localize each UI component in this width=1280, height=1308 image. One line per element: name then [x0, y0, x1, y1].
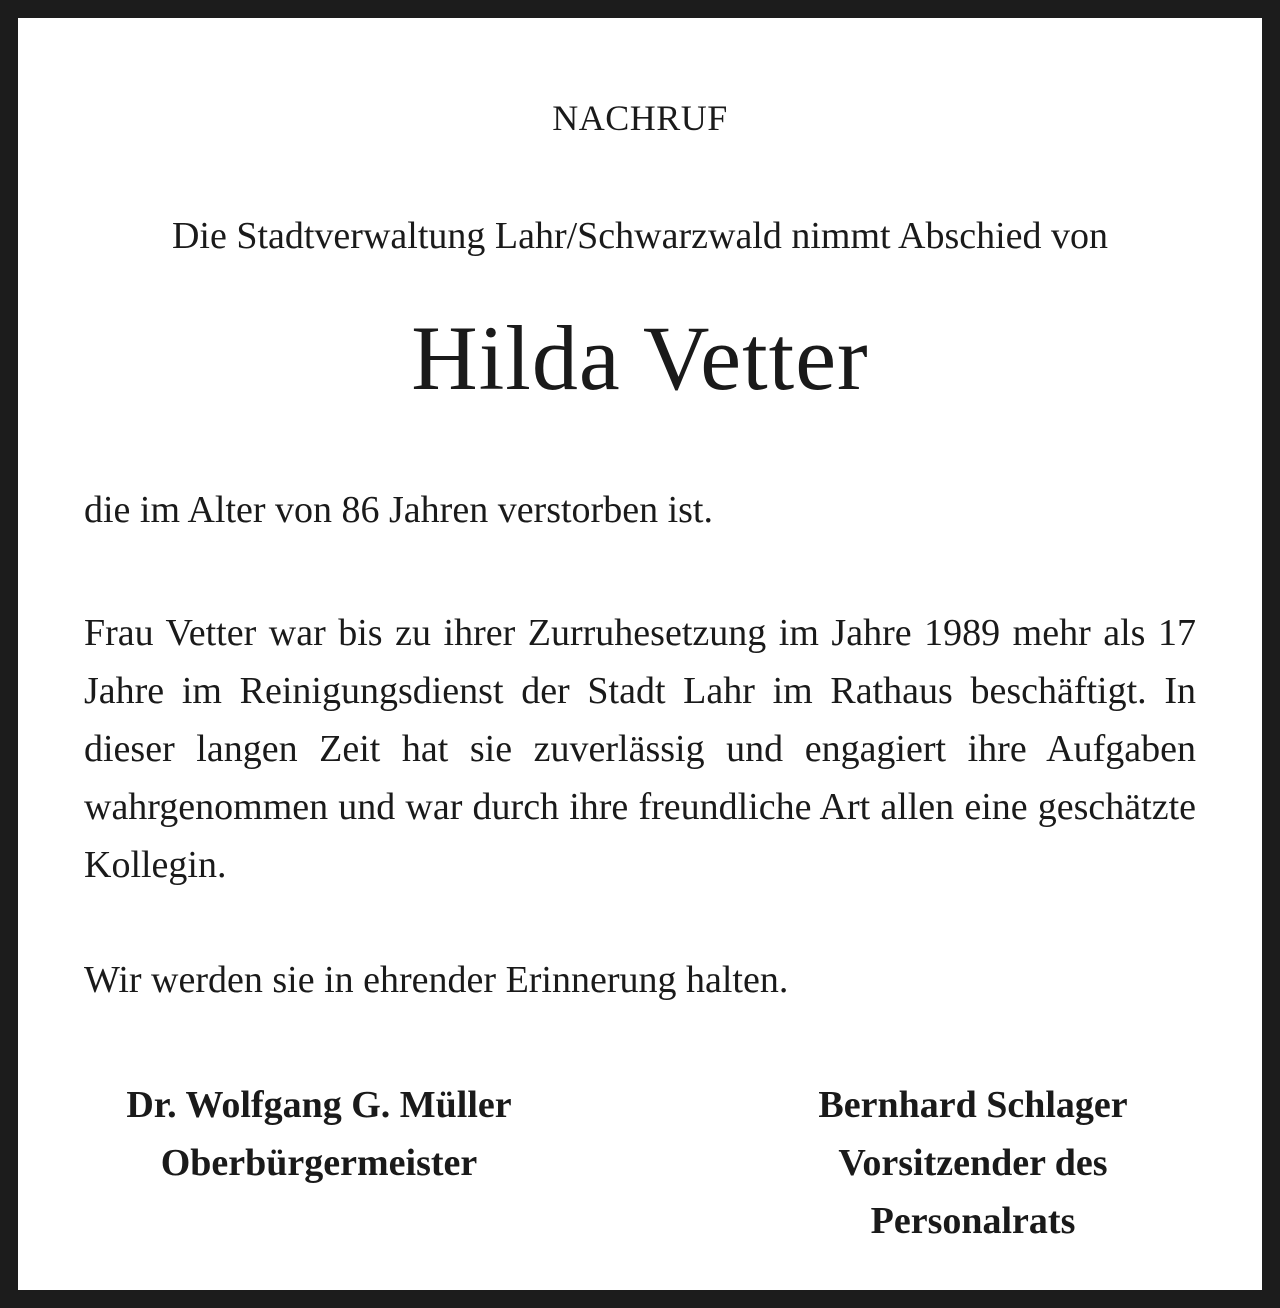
notice-heading: NACHRUF — [552, 98, 728, 138]
signatory-left — [84, 1076, 554, 1192]
closing-line: Wir werden sie in ehrender Erinnerung halten. — [84, 959, 789, 1001]
intro-line: Die Stadtverwaltung Lahr/Schwarzwald nimmt Abschied von — [171, 215, 1109, 257]
signatory-right-title-line1: Vorsitzender des — [838, 1142, 1108, 1184]
signatory-right — [758, 1076, 1188, 1250]
signatory-right-name: Bernhard Schlager — [818, 1084, 1128, 1126]
deceased-name: Hilda Vetter — [411, 307, 869, 409]
signature-block — [18, 1076, 1262, 1256]
signatory-right-title-line2: Personalrats — [870, 1200, 1076, 1242]
signatory-left-name: Dr. Wolfgang G. Müller — [126, 1084, 512, 1126]
signatory-left-title: Oberbürgermeister — [160, 1142, 478, 1184]
body-paragraph: Frau Vetter war bis zu ihrer Zurruhesetzung im Jahre 1989 mehr als 17 Jahre im Reinigungsdienst der Stadt Lahr im Rathaus beschäftigt. In dieser langen Zeit hat sie zuverlässig und engagiert ihre Aufgaben wahrgenommen und war durch ihre freundliche Art allen eine geschätzte Kollegin. — [84, 612, 1196, 886]
age-line: die im Alter von 86 Jahren verstorben ist. — [84, 489, 713, 531]
